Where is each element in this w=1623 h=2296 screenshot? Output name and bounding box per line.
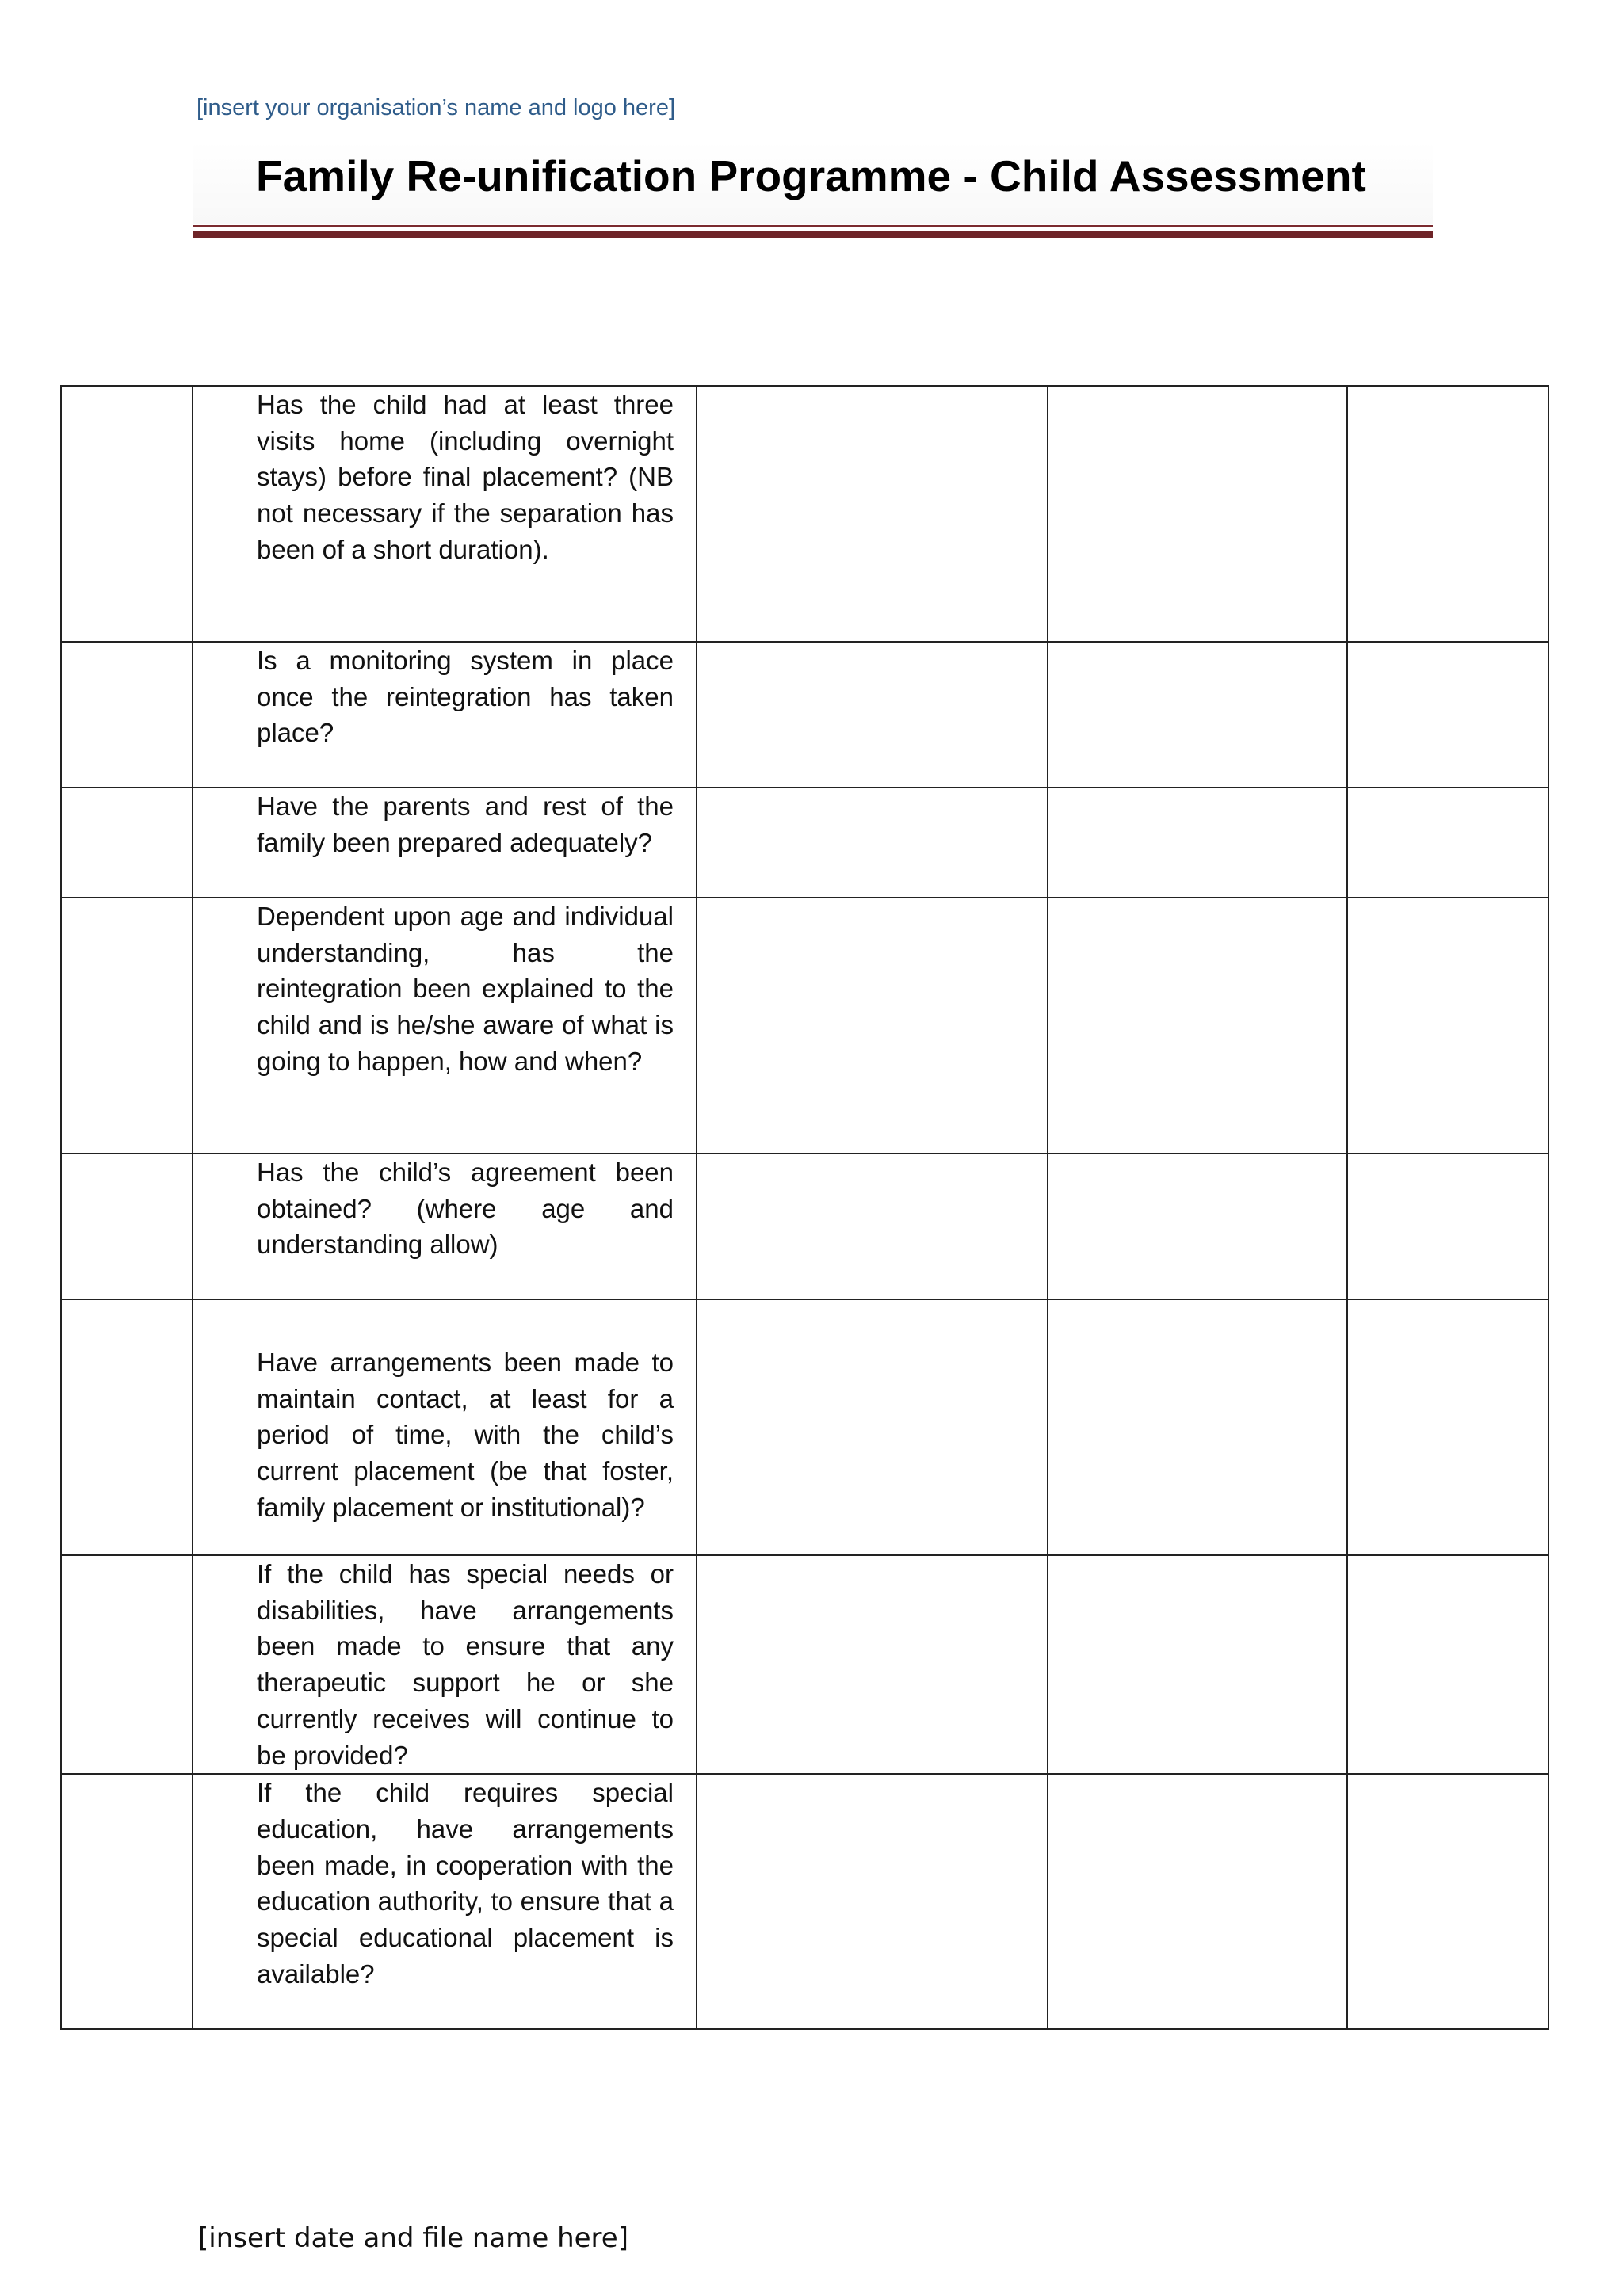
number-cell[interactable] — [61, 788, 193, 898]
table-row — [61, 1299, 1549, 1555]
number-cell[interactable] — [61, 386, 193, 642]
response-cell[interactable] — [1048, 1154, 1347, 1299]
number-cell[interactable] — [61, 1555, 193, 1774]
response-cell[interactable] — [697, 642, 1048, 788]
response-cell[interactable] — [1347, 1154, 1549, 1299]
response-cell[interactable] — [1048, 1555, 1347, 1774]
response-cell[interactable] — [1048, 386, 1347, 642]
question-text: Has the child had at least three visits home (including overnight stays) before final placement? (NB not necessary if the separation has been of a short duration). — [257, 390, 674, 564]
question-cell — [193, 1154, 697, 1299]
response-cell[interactable] — [697, 1154, 1048, 1299]
response-cell[interactable] — [1347, 1774, 1549, 2029]
response-cell[interactable] — [1347, 386, 1549, 642]
response-cell[interactable] — [1048, 1774, 1347, 2029]
question-text: Have arrangements been made to maintain contact, at least for a period of time, with the child’s current placement (be that foster, family placement or institutional)? — [257, 1348, 674, 1522]
question-cell — [193, 1555, 697, 1774]
footer-placeholder: [insert date and file name here] — [198, 2222, 628, 2254]
table-row — [61, 1555, 1549, 1774]
document-title: Family Re-unification Programme - Child Assessment — [256, 151, 1366, 200]
number-cell[interactable] — [61, 1299, 193, 1555]
title-rule-thin — [193, 225, 1433, 227]
question-text: If the child requires special education, have arrangements been made, in cooperation with the education authority, to ensure that a special educational placement is available? — [257, 1778, 674, 1989]
assessment-table — [60, 385, 1549, 2030]
question-cell — [193, 788, 697, 898]
table-row — [61, 642, 1549, 788]
question-text: Is a monitoring system in place once the reintegration has taken place? — [257, 646, 674, 748]
response-cell[interactable] — [697, 1774, 1048, 2029]
response-cell[interactable] — [1347, 642, 1549, 788]
question-cell — [193, 386, 697, 642]
question-cell — [193, 1299, 697, 1555]
response-cell[interactable] — [697, 1299, 1048, 1555]
question-text: Has the child’s agreement been obtained? (where age and understanding allow) — [257, 1158, 674, 1260]
response-cell[interactable] — [697, 898, 1048, 1154]
response-cell[interactable] — [1048, 1299, 1347, 1555]
question-text: If the child has special needs or disabilities, have arrangements been made to ensure that any therapeutic support he or she currently receives will continue to be provided? — [257, 1559, 674, 1770]
table-row — [61, 386, 1549, 642]
response-cell[interactable] — [1347, 898, 1549, 1154]
response-cell[interactable] — [1048, 642, 1347, 788]
question-text: Have the parents and rest of the family been prepared adequately? — [257, 791, 674, 857]
table-row — [61, 1774, 1549, 2029]
table-row — [61, 898, 1549, 1154]
response-cell[interactable] — [1048, 788, 1347, 898]
response-cell[interactable] — [1048, 898, 1347, 1154]
title-rule-thick — [193, 231, 1433, 238]
number-cell[interactable] — [61, 1774, 193, 2029]
table-row — [61, 788, 1549, 898]
question-text: Dependent upon age and individual understanding, has the reintegration been explained to the child and is he/she aware of what is going to happen, how and when? — [257, 902, 674, 1076]
response-cell[interactable] — [1347, 1299, 1549, 1555]
number-cell[interactable] — [61, 1154, 193, 1299]
question-cell — [193, 642, 697, 788]
response-cell[interactable] — [697, 788, 1048, 898]
question-cell — [193, 898, 697, 1154]
response-cell[interactable] — [1347, 788, 1549, 898]
number-cell[interactable] — [61, 642, 193, 788]
response-cell[interactable] — [1347, 1555, 1549, 1774]
response-cell[interactable] — [697, 1555, 1048, 1774]
number-cell[interactable] — [61, 898, 193, 1154]
question-cell — [193, 1774, 697, 2029]
org-name-placeholder: [insert your organisation’s name and logo here] — [197, 95, 676, 120]
table-row — [61, 1154, 1549, 1299]
response-cell[interactable] — [697, 386, 1048, 642]
